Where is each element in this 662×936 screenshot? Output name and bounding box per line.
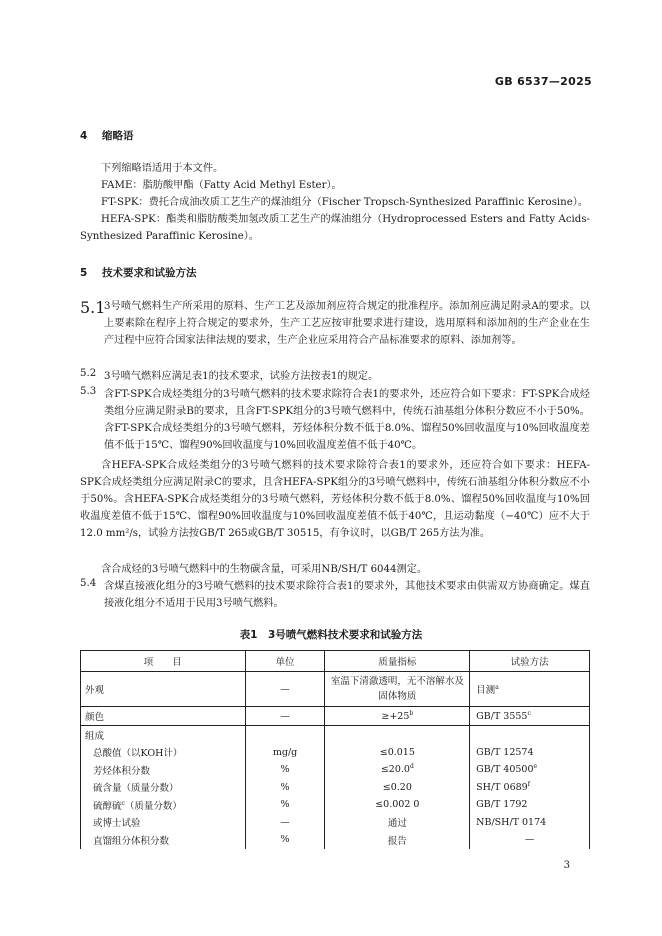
- cell-spec: [325, 707, 470, 726]
- footnote-mark: d: [409, 763, 414, 771]
- clause-5-3-biocarbon: 含合成烃的3号喷气燃料中的生物碳含量，可采用NB/SH/T 6044测定。: [101, 564, 428, 575]
- abbrev-hefa-spk: HEFA-SPK：酯类和脂肪酸类加氢改质工艺生产的煤油组分（Hydroprocessed Esters and Fatty Acids-Synthesized Paraffinic Kerosine）。: [80, 214, 590, 242]
- cell-unit: —: [245, 707, 325, 726]
- cell-item: 外观: [81, 672, 246, 707]
- cell-method: [470, 726, 590, 744]
- cell-unit: %: [245, 779, 325, 797]
- table-row: [81, 796, 590, 814]
- item-text: 硫醇硫: [93, 800, 122, 812]
- cell-spec: ≤0.20: [325, 779, 470, 797]
- cell-unit: %: [245, 796, 325, 814]
- clause-text: 3号喷气燃料生产所采用的原料、生产工艺及添加剂应符合规定的批准程序。添加剂应满足附录A的要求。以上要素除在程序上符合规定的要求外，生产工艺应按审批要求进行建设，选用原料和添加剂的生产企业在生产过程中应符合国家法律法规的要求，生产企业应采用符合产品标准要求的原料、添加剂等。: [104, 301, 590, 346]
- method-text: GB/T 3555: [476, 710, 528, 722]
- clause-text: 含煤直接液化组分的3号喷气燃料的技术要求除符合表1的要求外，其他技术要求由供需双方协商确定。煤直接液化组分不适用于民用3号喷气燃料。: [104, 581, 590, 609]
- cell-method: —: [470, 831, 590, 849]
- cell-method: [470, 707, 590, 726]
- cell-method: GB/T 12574: [470, 744, 590, 762]
- section-number: 5: [80, 267, 88, 279]
- method-text: GB/T 40500: [476, 764, 534, 776]
- footnote-mark: a: [495, 683, 499, 691]
- cell-item: 组成: [81, 726, 246, 744]
- clause-number: 5.1: [80, 298, 106, 317]
- cell-spec: ≤0.002 0: [325, 796, 470, 814]
- cell-spec: 室温下清澈透明，无不溶解水及固体物质: [325, 672, 470, 707]
- cell-unit: —: [245, 672, 325, 707]
- cell-item: [81, 796, 246, 814]
- cell-unit: mg/g: [245, 744, 325, 762]
- abbrev-ft-spk: FT-SPK：费托合成油改质工艺生产的煤油组分（Fischer Tropsch-Synthesized Paraffinic Kerosine）。: [101, 197, 589, 208]
- cell-spec: ≤0.015: [325, 744, 470, 762]
- table-row: [81, 672, 590, 707]
- section-title: 缩略语: [102, 130, 134, 142]
- footnote-mark: c: [121, 799, 125, 807]
- header-item: 项 目: [81, 651, 246, 672]
- table-row: [81, 707, 590, 726]
- cell-unit: [245, 726, 325, 744]
- abbrev-intro: 下列缩略语适用于本文件。: [101, 163, 224, 174]
- footnote-mark: b: [409, 709, 414, 717]
- section-number: 4: [80, 130, 88, 142]
- cell-item: 芳烃体积分数: [81, 761, 246, 779]
- section-4-heading: [80, 128, 134, 143]
- table-row: [81, 779, 590, 797]
- cell-item: 直馏组分体积分数: [81, 831, 246, 849]
- cell-spec: [325, 761, 470, 779]
- table-1: [80, 650, 590, 849]
- table-row: [81, 814, 590, 832]
- cell-item: 颜色: [81, 707, 246, 726]
- table-row: [81, 761, 590, 779]
- section-5-heading: [80, 265, 197, 280]
- abbrev-fame: FAME：脂肪酸甲酯（Fatty Acid Methyl Ester）。: [101, 180, 342, 191]
- cell-spec: 通过: [325, 814, 470, 832]
- method-text: SH/T 0689: [476, 781, 528, 793]
- table-1-title: 表1 3号喷气燃料技术要求和试验方法: [239, 629, 423, 641]
- cell-method: NB/SH/T 0174: [470, 814, 590, 832]
- table-row: [81, 831, 590, 849]
- standard-code: GB 6537—2025: [494, 75, 592, 88]
- method-text: 目测: [476, 685, 496, 696]
- table-row: [81, 726, 590, 744]
- header-spec: 质量指标: [325, 651, 470, 672]
- section-title: 技术要求和试验方法: [102, 267, 197, 279]
- cell-item: 硫含量（质量分数）: [81, 779, 246, 797]
- clause-5-3-hefa: 含HEFA-SPK合成烃类组分的3号喷气燃料的技术要求除符合表1的要求外，还应符合如下要求：HEFA-SPK合成烃类组分应满足附录C的要求，且含HEFA-SPK组分的3号喷气燃料中，传统石油基组分体积分数应不小于50%。含HEFA-SPK合成烃类组分的3号喷气燃料，芳烃体积分数不低于8.0%、馏程50%回收温度与10%回收温度差值不低于15℃、馏程90%回收温度与10%回收温度差值不低于40℃，且运动黏度（−40℃）应不大于12.0 mm²/s，试验方法按GB/T 265或GB/T 30515，有争议时，以GB/T 265方法为准。: [80, 460, 590, 539]
- cell-unit: %: [245, 831, 325, 849]
- page-number: 3: [563, 860, 570, 871]
- footnote-mark: c: [527, 709, 531, 717]
- cell-spec: [325, 726, 470, 744]
- cell-method: [470, 779, 590, 797]
- cell-method: GB/T 1792: [470, 796, 590, 814]
- item-suffix: （质量分数）: [124, 800, 182, 812]
- cell-item: 或博士试验: [81, 814, 246, 832]
- cell-unit: %: [245, 761, 325, 779]
- spec-text: ≤20.0: [380, 764, 410, 776]
- footnote-mark: f: [527, 780, 530, 788]
- cell-spec: 报告: [325, 831, 470, 849]
- spec-text: ≥+25: [381, 710, 410, 722]
- clause-number: 5.2: [80, 368, 97, 379]
- cell-unit: —: [245, 814, 325, 832]
- clause-number: 5.4: [80, 578, 97, 589]
- header-unit: 单位: [245, 651, 325, 672]
- cell-method: [470, 761, 590, 779]
- header-method: 试验方法: [470, 651, 590, 672]
- table-header-row: [81, 651, 590, 672]
- cell-method: [470, 672, 590, 707]
- cell-item: 总酸值（以KOH计）: [81, 744, 246, 762]
- table-row: [81, 744, 590, 762]
- footnote-mark: e: [533, 763, 538, 771]
- clause-text: 3号喷气燃料应满足表1的技术要求，试验方法按表1的规定。: [104, 371, 379, 382]
- clause-number: 5.3: [80, 386, 97, 397]
- clause-text: 含FT-SPK合成烃类组分的3号喷气燃料的技术要求除符合表1的要求外，还应符合如下要求：FT-SPK合成烃类组分应满足附录B的要求，且含FT-SPK组分的3号喷气燃料中，传统石油基组分体积分数应不小于50%。含FT-SPK合成烃类组分的3号喷气燃料，芳烃体积分数不低于8.0%、馏程50%回收温度与10%回收温度差值不低于15℃、馏程90%回收温度与10%回收温度差值不低于40℃。: [104, 389, 590, 451]
